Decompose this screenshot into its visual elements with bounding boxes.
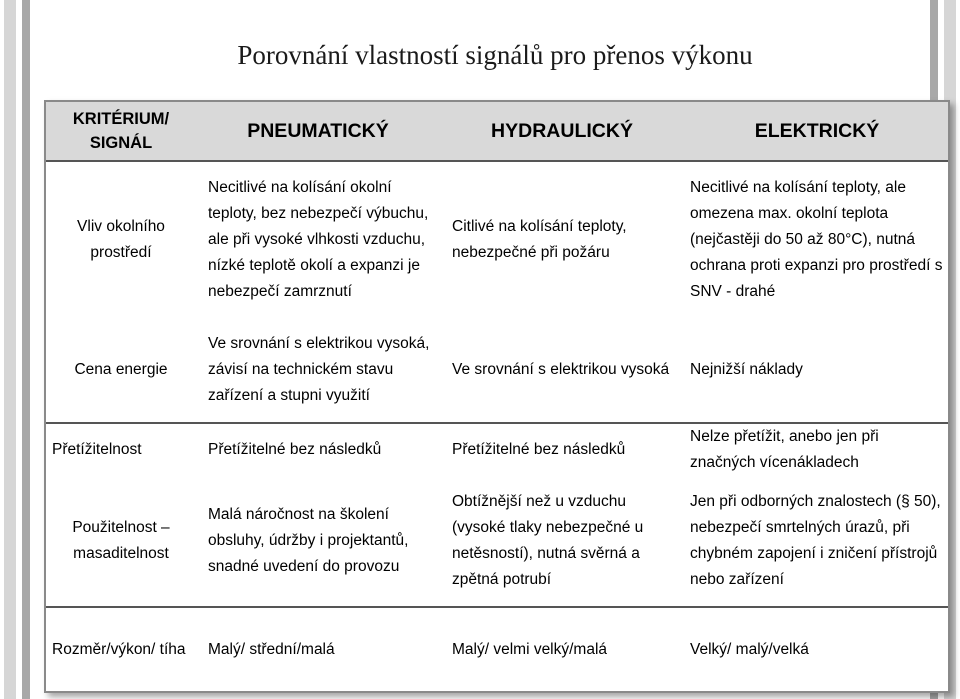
- header-pneumatic: [198, 102, 438, 160]
- electric-text: Velký/ malý/velká: [690, 640, 809, 658]
- slide-title: Porovnání vlastností signálů pro přenos výkonu: [237, 40, 753, 70]
- row-criterion: [46, 318, 196, 422]
- hydraulic-cell: [444, 424, 680, 476]
- hydraulic-cell: [444, 608, 680, 691]
- criterion-label: Přetížitelnost: [52, 441, 142, 458]
- criterion-label: Rozměr/výkon/ tíha: [52, 640, 186, 658]
- comparison-table: [44, 100, 950, 693]
- hydraulic-text: Obtížnější než u vzduchu (vysoké tlaky nebezpečné u netěsností), nutná svěrná a zpětná potrubí: [452, 493, 644, 588]
- hydraulic-text: Citlivé na kolísání teploty, nebezpečné při požáru: [452, 218, 627, 261]
- header-electric-label: ELEKTRICKÝ: [754, 120, 880, 142]
- table-row: [46, 606, 948, 691]
- row-criterion: [46, 162, 196, 318]
- header-criterion-label: KRITÉRIUM/ SIGNÁL: [72, 110, 170, 152]
- table-row: [46, 318, 948, 424]
- electric-cell: [686, 162, 948, 318]
- pneumatic-cell: [198, 424, 438, 476]
- hydraulic-text: Ve srovnání s elektrikou vysoká: [452, 361, 670, 378]
- pneumatic-cell: [198, 318, 438, 422]
- criterion-label: Použitelnost – masaditelnost: [72, 519, 170, 562]
- electric-text: Jen při odborných znalostech (§ 50), nebezpečí smrtelných úrazů, při chybném zapojení i zničení přístrojů nebo zařízení: [690, 493, 941, 588]
- criterion-label: Cena energie: [74, 361, 168, 378]
- header-hydraulic: [444, 102, 680, 160]
- pneumatic-text: Malý/ střední/malá: [208, 640, 335, 658]
- criterion-label: Vliv okolního prostředí: [77, 218, 165, 261]
- table-row: [46, 476, 948, 606]
- pneumatic-text: Přetížitelné bez následků: [208, 441, 382, 458]
- electric-text: Nejnižší náklady: [690, 361, 803, 378]
- header-criterion: [46, 102, 196, 160]
- table-row: [46, 424, 948, 476]
- left-edge-bar: [22, 0, 30, 699]
- electric-cell: [686, 608, 948, 691]
- pneumatic-cell: [198, 608, 438, 691]
- row-criterion: [46, 608, 196, 691]
- table-header-row: [46, 102, 948, 162]
- pneumatic-cell: [198, 476, 438, 606]
- pneumatic-text: Malá náročnost na školení obsluhy, údržby i projektantů, snadné uvedení do provozu: [208, 506, 409, 575]
- header-pneumatic-label: PNEUMATICKÝ: [247, 120, 389, 142]
- pneumatic-cell: [198, 162, 438, 318]
- left-edge-bar-outer: [4, 0, 16, 699]
- row-criterion: [46, 424, 196, 476]
- electric-cell: [686, 424, 948, 476]
- header-hydraulic-label: HYDRAULICKÝ: [491, 120, 633, 142]
- row-criterion: [46, 476, 196, 606]
- pneumatic-text: Necitlivé na kolísání okolní teploty, bez nebezpečí výbuchu, ale při vysoké vlhkosti vzduchu, nízké teplotě okolí a expanzi je nebezpečí zamrznutí: [208, 179, 429, 300]
- hydraulic-cell: [444, 318, 680, 422]
- hydraulic-text: Malý/ velmi velký/malá: [452, 640, 608, 658]
- electric-cell: [686, 476, 948, 606]
- header-electric: [686, 102, 948, 160]
- pneumatic-text: Ve srovnání s elektrikou vysoká, závisí na technickém stavu zařízení a stupni využití: [208, 335, 430, 404]
- electric-text: Necitlivé na kolísání teploty, ale omezena max. okolní teplota (nejčastěji do 50 až 80°C), nutná ochrana proti expanzi pro prostředí s SNV - drahé: [690, 179, 943, 300]
- hydraulic-text: Přetížitelné bez následků: [452, 441, 626, 458]
- hydraulic-cell: [444, 162, 680, 318]
- electric-cell: [686, 318, 948, 422]
- table-row: [46, 162, 948, 318]
- hydraulic-cell: [444, 476, 680, 606]
- electric-text: Nelze přetížit, anebo jen při značných vícenákladech: [690, 428, 879, 471]
